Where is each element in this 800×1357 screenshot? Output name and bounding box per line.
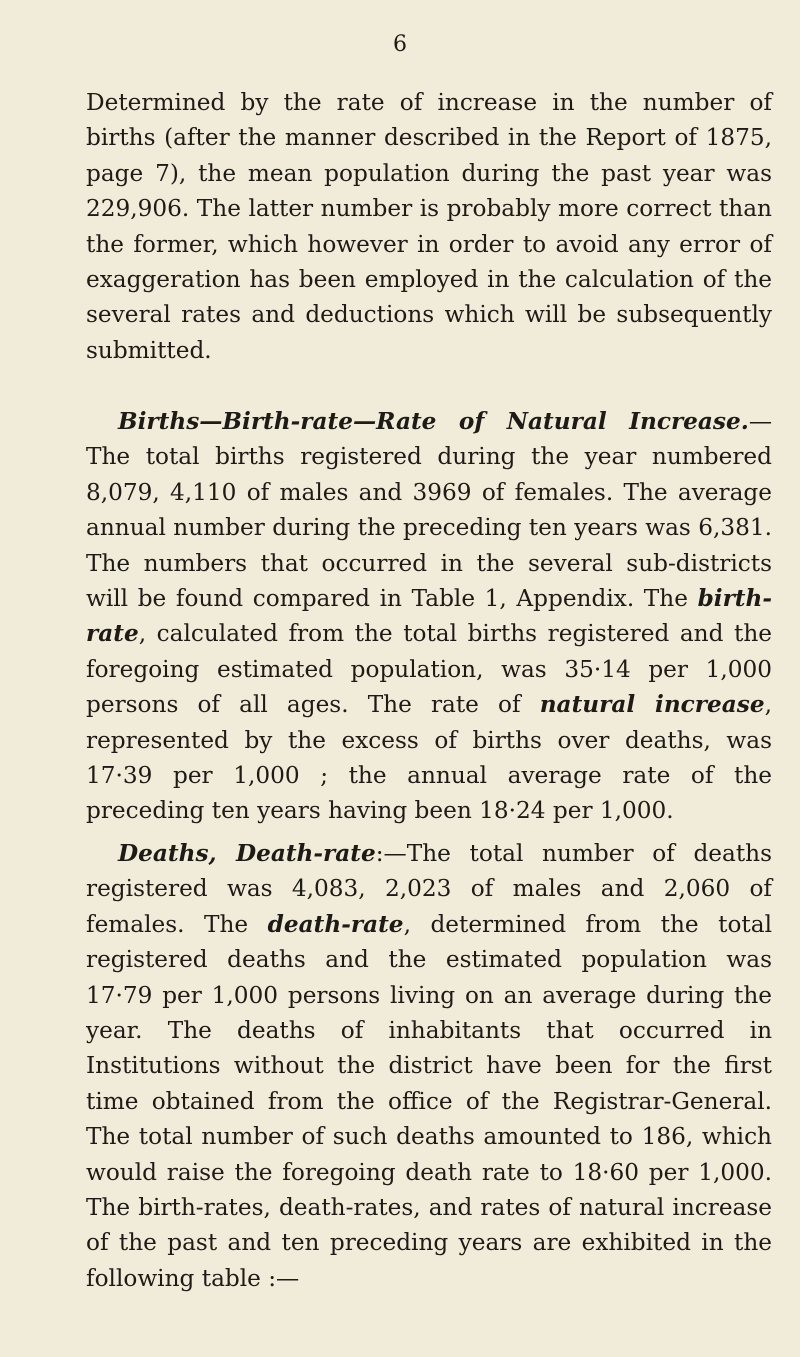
paragraph-population	[86, 85, 772, 368]
deaths-intro-text: :—The total number of deaths registered was 4,083, 2,023 of males and 2,060 of females. The	[86, 840, 773, 938]
paragraph-births	[86, 404, 772, 829]
deaths-end-text: , determined from the total registered deaths and the estimated population was 17·79 per 1,000 persons living on an average during the year. The deaths of inhabitants that occurred in Institutions without the district have been for the first time obtained from the office of the Registrar-General. The total number of such deaths amounted to 186, which would raise the foregoing death rate to 18·60 per 1,000. The birth-rates, death-rates, and rates of natural increase of the past and ten preceding years are exhibited in the following table :—	[86, 910, 772, 1292]
death-rate-term: death-rate	[267, 910, 404, 938]
births-end-text: , represented by the excess of births over deaths, was 17·39 per 1,000 ; the annual average rate of the preceding ten years having been 18·24 per 1,000.	[86, 691, 772, 825]
paragraph-population-text: Determined by the rate of increase in the number of births (after the manner described in the Report of 1875, page 7), the mean population during the past year was 229,906. The latter number is probably more correct than the former, which however in order to avoid any error of exaggeration has been employed in the calculation of the several rates and deductions which will be subsequently submitted.	[86, 89, 772, 364]
births-middle-text: , calculated from the total births registered and the foregoing estimated population, was 35·14 per 1,000 persons of all ages. The rate of	[86, 620, 772, 719]
births-heading: Births—Birth-rate—Rate of Natural Increase.	[118, 408, 749, 435]
natural-increase-term: natural increase	[539, 691, 765, 719]
deaths-heading: Deaths, Death-rate	[118, 840, 376, 867]
birth-rate-term: birth-rate	[86, 585, 772, 648]
paragraph-deaths	[86, 836, 772, 1296]
page-number: 6	[393, 32, 407, 57]
births-intro-text: —The total births registered during the year numbered 8,079, 4,110 of males and 3969 of females. The average annual number during the preceding ten years was 6,381. The numbers that occurred in the several sub-districts will be found compared in Table 1, Appendix. The	[86, 408, 772, 613]
